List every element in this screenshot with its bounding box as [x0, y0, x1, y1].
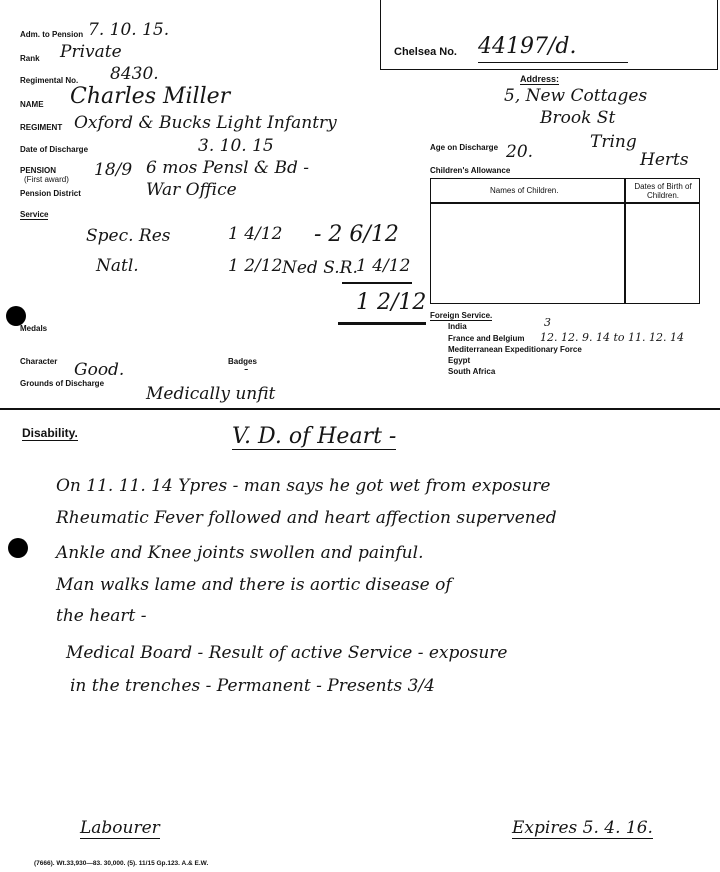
children-table-divider — [624, 178, 626, 304]
character-value: Good. — [74, 360, 125, 380]
chelsea-number: 44197/d. — [478, 34, 577, 59]
service-line2-extra: Ned S.R. — [282, 258, 358, 278]
punch-hole-bottom — [8, 538, 28, 558]
mediterranean-label: Mediterranean Expeditionary Force — [448, 345, 582, 354]
service-label: Service — [20, 210, 49, 219]
occupation: Labourer — [80, 818, 160, 838]
address-line4: Herts — [640, 150, 689, 170]
service-total: 1 2/12 — [356, 290, 427, 315]
badges-label: Badges — [228, 357, 257, 366]
address-label: Address: — [520, 74, 560, 84]
children-dates-header: Dates of Birth of Children. — [634, 182, 692, 200]
foreign-service-label: Foreign Service. — [430, 311, 493, 320]
france-label: France and Belgium — [448, 334, 525, 343]
disability-line: On 11. 11. 14 Ypres - man says he got wet from exposure — [56, 476, 551, 496]
service-line2-label: Natl. — [96, 256, 139, 276]
address-line3: Tring — [590, 132, 637, 152]
address-line2: Brook St — [540, 108, 616, 128]
india-label: India — [448, 322, 467, 331]
france-value: 12. 12. 9. 14 to 11. 12. 14 — [540, 331, 684, 344]
disability-line: Rheumatic Fever followed and heart affection supervened — [56, 508, 557, 528]
children-names-header: Names of Children. — [490, 186, 559, 195]
expires: Expires 5. 4. 16. — [512, 818, 653, 838]
section-divider — [0, 408, 720, 410]
disability-line: Man walks lame and there is aortic disease of — [56, 575, 452, 595]
discharge-date-value: 3. 10. 15 — [198, 136, 274, 156]
disability-title: V. D. of Heart - — [232, 424, 397, 449]
character-label: Character — [20, 357, 58, 366]
discharge-date-label: Date of Discharge — [20, 145, 89, 154]
adm-value: 7. 10. 15. — [88, 20, 170, 40]
punch-hole-top — [6, 306, 26, 326]
print-mark: (7666). Wt.33,930—83. 30,000. (5). 11/15 Gp.123. A.& E.W. — [34, 860, 209, 867]
children-allowance-label: Children's Allowance — [430, 166, 511, 175]
children-table-header-line — [430, 202, 700, 204]
service-line2-extra-value: 1 4/12 — [356, 256, 411, 276]
chelsea-label: Chelsea No. — [394, 46, 457, 58]
disability-line: Ankle and Knee joints swollen and painful. — [56, 543, 424, 563]
service-line1-label: Spec. Res — [86, 226, 171, 246]
pension-label: PENSION — [20, 166, 57, 175]
first-award-label: (First award) — [24, 175, 69, 184]
egypt-label: Egypt — [448, 356, 471, 365]
regimental-no-label: Regimental No. — [20, 76, 79, 85]
regimental-no-value: 8430. — [110, 64, 159, 84]
disability-label: Disability. — [22, 426, 78, 440]
pension-fraction: 18/9 — [94, 160, 133, 180]
badges-value: - — [244, 362, 249, 377]
pension-district-value: War Office — [146, 180, 237, 200]
age-label: Age on Discharge — [430, 143, 499, 152]
service-line1-value: 1 4/12 — [228, 224, 283, 244]
medals-label: Medals — [20, 324, 48, 333]
adm-label: Adm. to Pension — [20, 30, 84, 39]
chelsea-underline — [478, 62, 628, 63]
pension-value: 6 mos Pensl & Bd - — [146, 158, 310, 178]
grounds-label: Grounds of Discharge — [20, 379, 105, 388]
service-line2-value: 1 2/12 — [228, 256, 283, 276]
service-line1-total: - 2 6/12 — [314, 222, 399, 247]
regiment-label: REGIMENT — [20, 123, 63, 132]
regiment-value: Oxford & Bucks Light Infantry — [74, 113, 337, 133]
disability-line: in the trenches - Permanent - Presents 3/4 — [70, 676, 435, 696]
grounds-value: Medically unfit — [146, 384, 276, 404]
rank-label: Rank — [20, 54, 40, 63]
rank-value: Private — [60, 42, 122, 62]
address-line1: 5, New Cottages — [504, 86, 648, 106]
name-value: Charles Miller — [70, 84, 231, 109]
name-label: NAME — [20, 100, 44, 109]
disability-line: Medical Board - Result of active Service - exposure — [66, 643, 508, 663]
age-value: 20. — [506, 142, 534, 162]
service-total-underline — [338, 322, 426, 325]
india-value: 3 — [544, 316, 551, 329]
service-sum-line — [342, 282, 412, 284]
south-africa-label: South Africa — [448, 367, 496, 376]
pension-district-label: Pension District — [20, 189, 81, 198]
disability-line: the heart - — [56, 606, 147, 626]
